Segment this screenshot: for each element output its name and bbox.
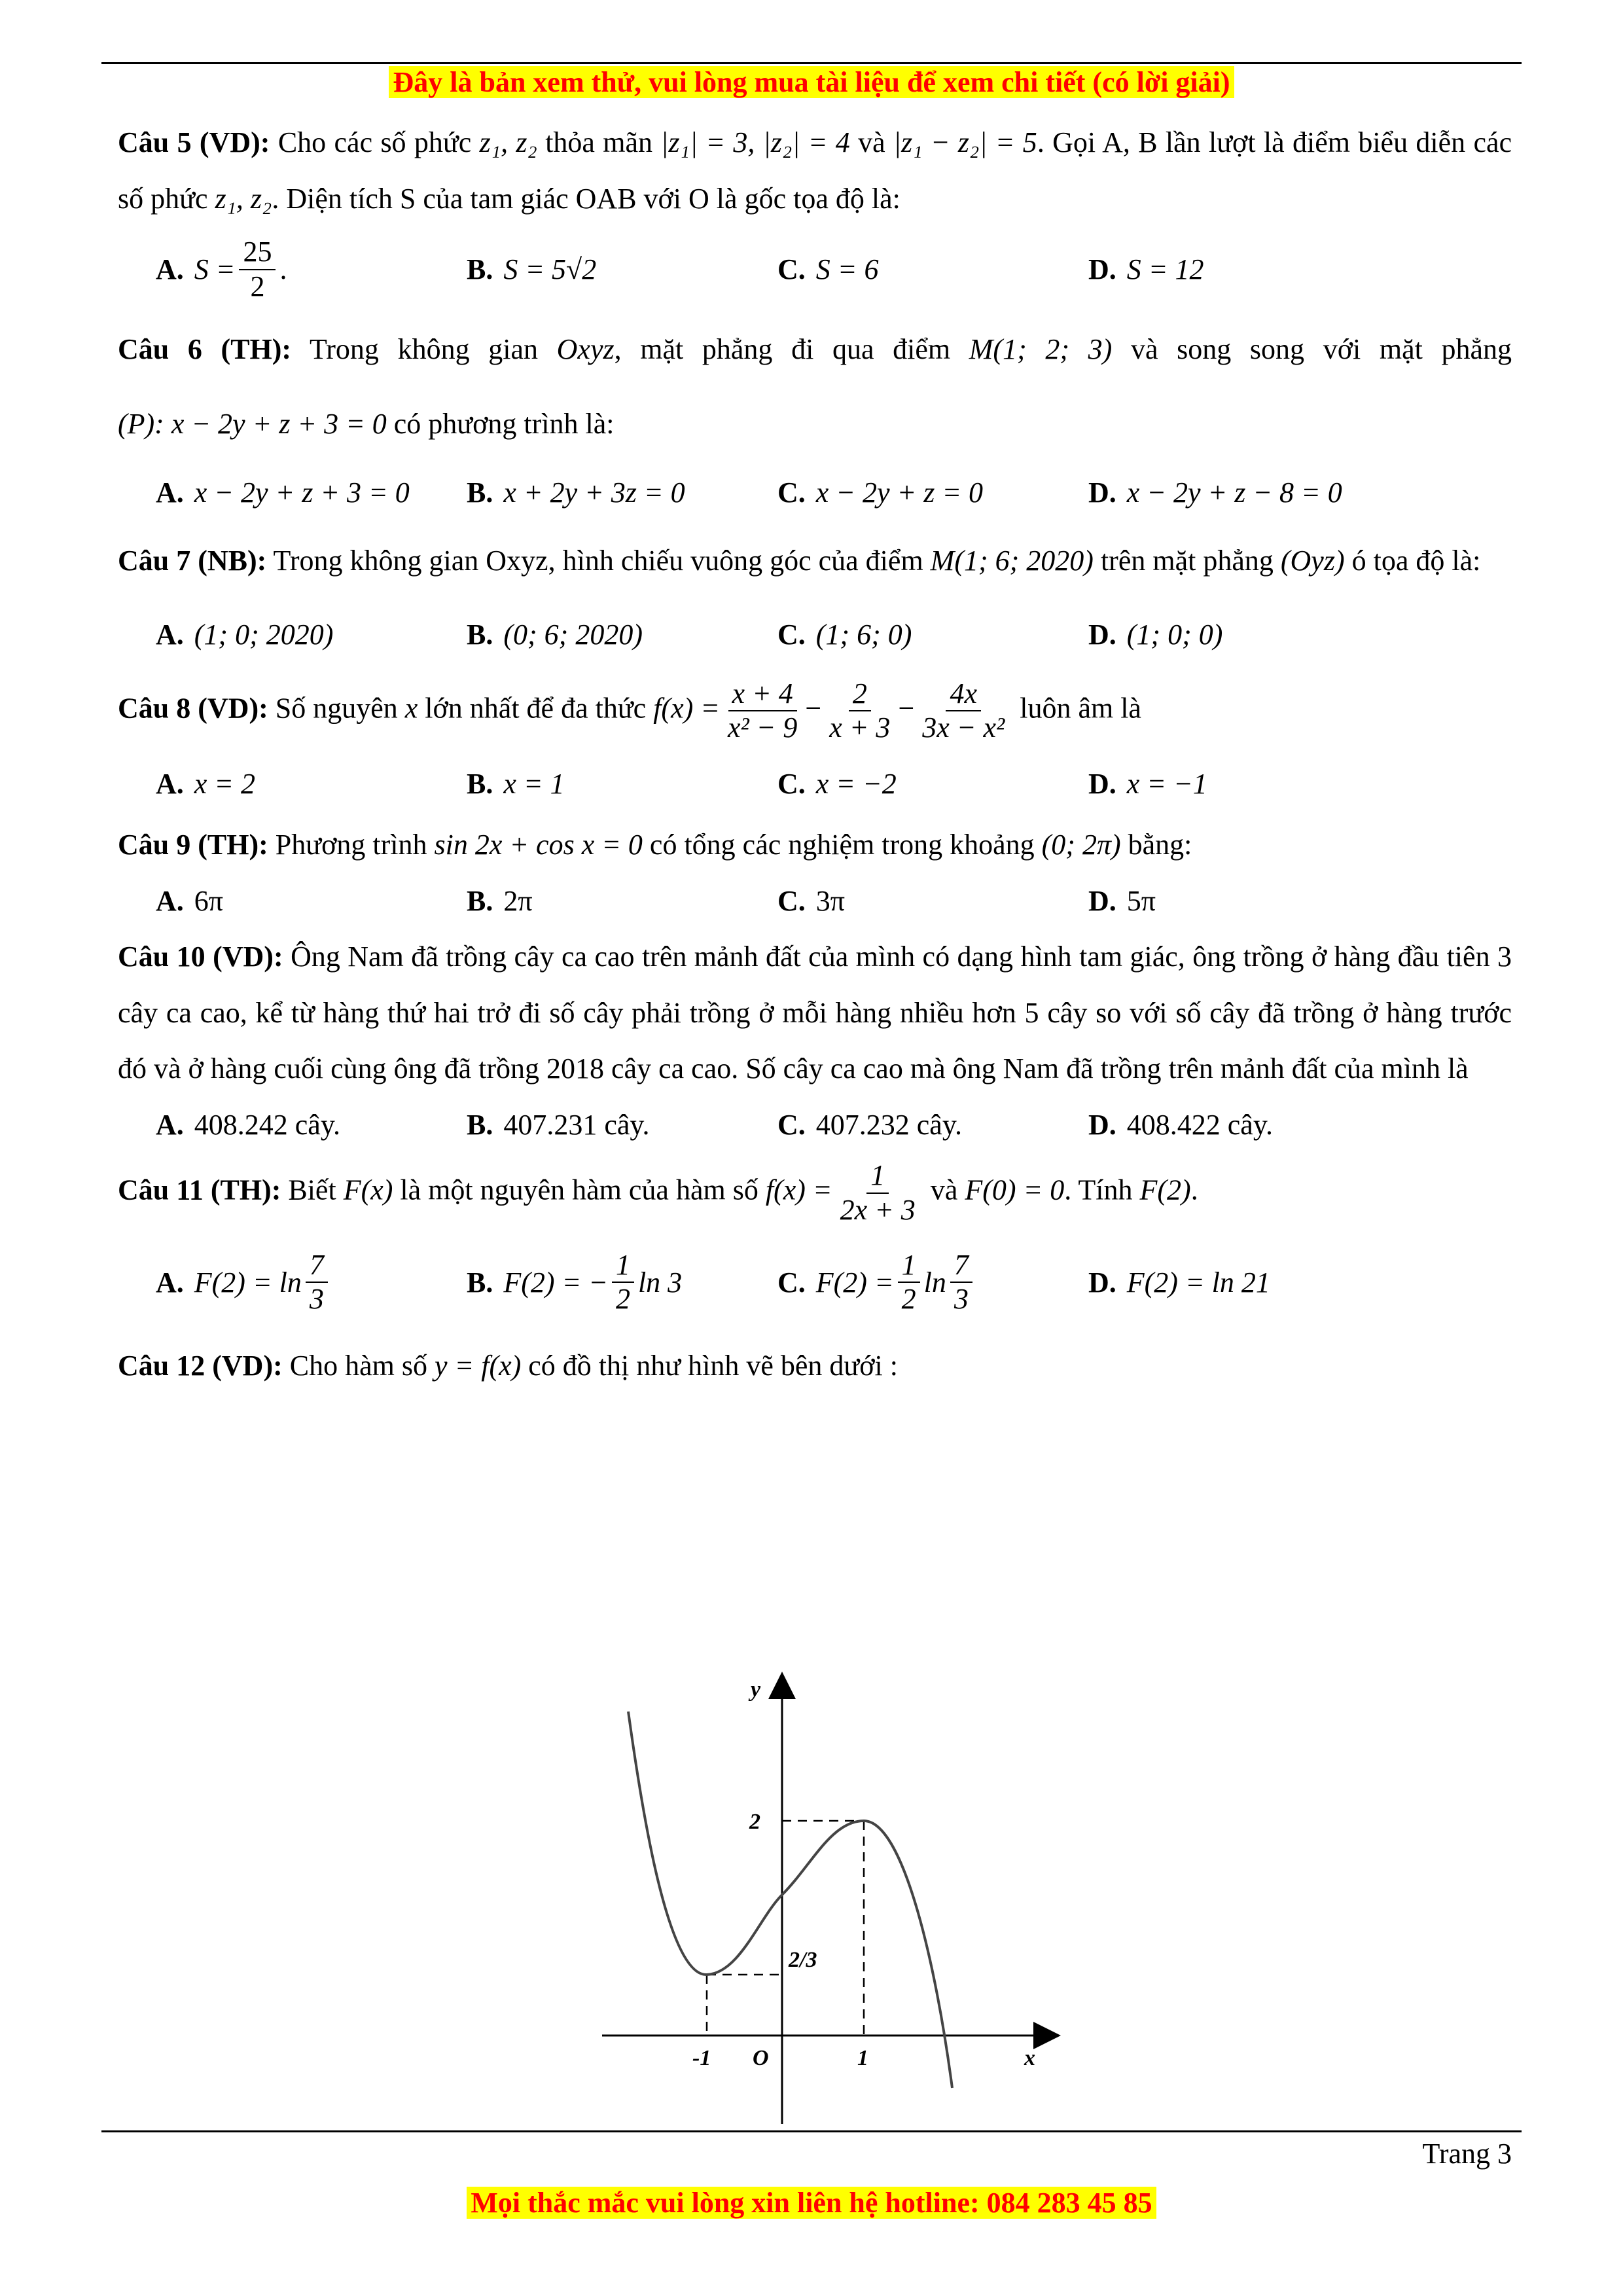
question-6: Câu 6 (TH): Trong không gian Oxyz, mặt phẳng đi qua điểm M(1; 2; 3) và song song với mặt phẳng (P): x − 2y + z + 3 = 0 có phương trình là: bbox=[118, 332, 1512, 440]
header-banner: Đây là bản xem thử, vui lòng mua tài liệu để xem chi tiết (có lời giải) bbox=[0, 65, 1623, 99]
option-c: C. S = 6 bbox=[777, 253, 879, 286]
option-d: D. 408.422 cây. bbox=[1088, 1109, 1273, 1141]
footer-banner: Mọi thắc mắc vui lòng xin liên hệ hotline: 084 283 45 85 bbox=[0, 2186, 1623, 2219]
y-label-2: 2 bbox=[749, 1810, 760, 1834]
option-a: A. S = $\frac{25}{2}$ . bbox=[156, 236, 287, 302]
option-a: A. 408.242 cây. bbox=[156, 1109, 340, 1141]
option-b: B. x = 1 bbox=[467, 768, 565, 800]
tick-neg1: -1 bbox=[692, 2046, 711, 2070]
option-a: A. (1; 0; 2020) bbox=[156, 619, 334, 651]
question-8-options bbox=[156, 751, 1512, 817]
question-6-options bbox=[156, 461, 1512, 524]
question-10: Câu 10 (VD): Ông Nam đã trồng cây ca cao trên mảnh đất của mình có dạng hình tam giác, ông trồng ở hàng đầu tiên 3 cây ca cao, kể từ hàng thứ hai trở đi số cây phải trồng ở mỗi hàng nhiều hơn 5 cây so với số cây đã trồng ở hàng trước đó và ở hàng cuối cùng ông đã trồng 2018 cây ca cao. Số cây ca cao mà ông Nam đã trồng trên mảnh đất của mình là bbox=[118, 940, 1512, 1085]
option-b: B. 407.231 cây. bbox=[467, 1109, 650, 1141]
page-number: Trang 3 bbox=[1422, 2138, 1512, 2170]
option-d: D. F(2) = ln 21 bbox=[1088, 1266, 1270, 1299]
option-d: D. S = 12 bbox=[1088, 253, 1204, 286]
option-b: B. (0; 6; 2020) bbox=[467, 619, 643, 651]
question-5-options bbox=[156, 227, 1512, 312]
question-11-options bbox=[156, 1233, 1512, 1331]
option-b: B. S = 5√2 bbox=[467, 253, 597, 286]
origin-label: O bbox=[753, 2046, 769, 2070]
option-a: A. F(2) = ln $\frac{7}{3}$ bbox=[156, 1249, 467, 1316]
question-9: Câu 9 (TH): Phương trình sin 2x + cos x = 0 có tổng các nghiệm trong khoảng (0; 2π) bằng: bbox=[118, 828, 1192, 861]
option-c: C. (1; 6; 0) bbox=[777, 619, 912, 651]
option-c: C. 3π bbox=[777, 884, 845, 917]
cubic-curve bbox=[628, 1712, 952, 2088]
option-b: B. F(2) = − $\frac{1}{2}$ ln 3 bbox=[467, 1248, 683, 1316]
question-9-options bbox=[156, 873, 1512, 929]
question-8: Câu 8 (VD): Số nguyên x lớn nhất để đa thức f(x) = $\frac{x + 4}{\text{x² − 9}}$ − $\frac{2}{x + 3}$ − $\frac{4x}{\text{3x − x²}}$ luôn âm là bbox=[118, 677, 1141, 744]
y-axis-label: y bbox=[751, 1677, 761, 1702]
option-a: A. x = 2 bbox=[156, 768, 256, 800]
question-5: Câu 5 (VD): Cho các số phức z₁, z₂ thỏa mãn |z₁| = 3, |z₂| = 4 và |z₁ − z₂| = 5. Gọi A, B lần lượt là điểm biểu diễn các số phức z₁, z₂. Diện tích S của tam giác OAB với O là gốc tọa độ là: bbox=[118, 126, 1512, 215]
option-b: B. 2π bbox=[467, 884, 533, 917]
question-12: Câu 12 (VD): Cho hàm số y = f(x) có đồ thị như hình vẽ bên dưới : bbox=[118, 1350, 898, 1382]
top-rule bbox=[101, 62, 1522, 64]
option-d: D. x = −1 bbox=[1088, 768, 1207, 800]
option-b: B. x + 2y + 3z = 0 bbox=[467, 476, 685, 509]
function-graph bbox=[596, 1669, 1093, 2140]
question-11: Câu 11 (TH): Biết F(x) là một nguyên hàm của hàm số f(x) = $\frac{1}{2x + 3}$ và F(0) = 0. Tính F(2). bbox=[118, 1159, 1198, 1226]
option-d: D. x − 2y + z − 8 = 0 bbox=[1088, 476, 1342, 509]
x-axis-label: x bbox=[1024, 2046, 1035, 2070]
question-10-options bbox=[156, 1097, 1512, 1153]
option-c: C. x = −2 bbox=[777, 768, 897, 800]
page-content bbox=[118, 115, 1512, 1394]
option-d: D. (1; 0; 0) bbox=[1088, 619, 1223, 651]
tick-1: 1 bbox=[857, 2046, 868, 2070]
option-c: C. x − 2y + z = 0 bbox=[777, 476, 984, 509]
option-c: C. 407.232 cây. bbox=[777, 1109, 962, 1141]
question-7: Câu 7 (NB): Trong không gian Oxyz, hình chiếu vuông góc của điểm M(1; 6; 2020) trên mặt phẳng (Oyz) ó tọa độ là: bbox=[118, 545, 1481, 577]
option-d: D. 5π bbox=[1088, 884, 1156, 917]
option-a: A. 6π bbox=[156, 884, 223, 917]
y-label-2-3: 2/3 bbox=[789, 1948, 817, 1972]
bottom-rule bbox=[101, 2130, 1522, 2132]
question-7-options bbox=[156, 599, 1512, 671]
option-a: A. x − 2y + z + 3 = 0 bbox=[156, 476, 410, 509]
option-c: C. F(2) = $\frac{1}{2}$ ln $\frac{7}{3}$ bbox=[777, 1249, 1088, 1316]
